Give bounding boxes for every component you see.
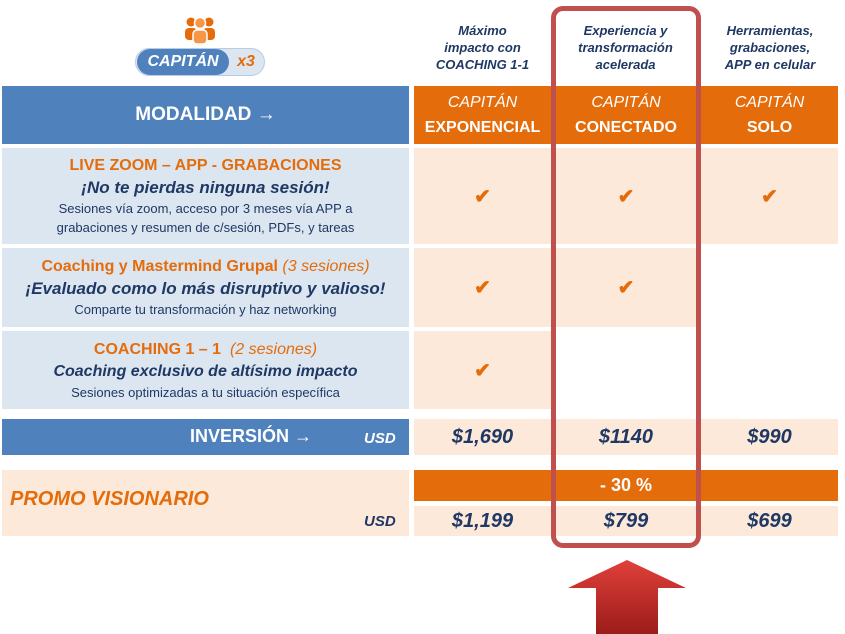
feature-row-coaching-1-1	[2, 331, 409, 409]
group-people-icon	[183, 14, 217, 44]
feature-title: COACHING 1 – 1 (2 sesiones)	[93, 340, 318, 358]
promo-price-exponencial: $1,199	[414, 506, 551, 536]
column-note-solo: Herramientas, grabaciones, APP en celular	[724, 22, 816, 72]
column-note-exponencial: Máximo impacto con COACHING 1-1	[435, 22, 530, 72]
promo-currency: USD	[364, 513, 396, 530]
price-solo: $990	[701, 419, 838, 455]
cell-1-solo	[701, 148, 838, 244]
arrow-up-icon	[566, 558, 688, 634]
feature-title: LIVE ZOOM – APP - GRABACIONES	[69, 157, 342, 174]
check-icon: ✔	[761, 185, 778, 208]
column-header-conectado: CAPITÁN CONECTADO	[556, 86, 696, 144]
check-icon: ✔	[617, 277, 635, 299]
feature-desc: Comparte tu transformación y haz networking	[74, 302, 337, 317]
feature-desc: Sesiones optimizadas a tu situación específica	[71, 384, 340, 400]
column-header-exponencial: CAPITÁN EXPONENCIAL	[414, 86, 551, 144]
logo-name: CAPITÁN	[137, 49, 229, 75]
promo-price-solo: $699	[701, 506, 838, 536]
promo-discount-bar: - 30 %	[414, 470, 838, 501]
feature-title: Coaching y Mastermind Grupal (3 sesiones)	[41, 258, 370, 275]
check-icon: ✔	[617, 185, 635, 208]
feature-desc: grabaciones y resumen de c/sesión, PDFs, y tareas	[56, 220, 355, 235]
check-icon: ✔	[474, 185, 491, 208]
check-icon: ✔	[474, 359, 491, 382]
column-header-solo: CAPITÁN SOLO	[701, 86, 838, 144]
feature-subtitle: ¡No te pierdas ninguna sesión!	[81, 178, 330, 197]
cell-1-exponencial	[414, 148, 551, 244]
promo-label-cell	[2, 470, 409, 536]
price-exponencial: $1,690	[414, 419, 551, 455]
promo-label: PROMO VISIONARIO	[10, 488, 209, 510]
feature-subtitle: Coaching exclusivo de altísimo impacto	[53, 362, 358, 380]
inversion-label: INVERSIÓN →	[190, 426, 313, 446]
feature-subtitle: ¡Evaluado como lo más disruptivo y valioso!	[25, 279, 386, 298]
logo-multiplier: x3	[237, 53, 255, 70]
highlight-frame	[551, 6, 701, 548]
cell-2-exponencial	[414, 248, 551, 327]
arrow-right-icon: →	[294, 426, 313, 446]
feature-row-coaching-grupal	[2, 248, 409, 327]
cell-3-exponencial	[414, 331, 551, 409]
inversion-currency: USD	[364, 430, 396, 447]
arrow-right-icon: →	[256, 104, 276, 125]
logo	[135, 14, 265, 78]
modalidad-header: MODALIDAD →	[2, 86, 409, 144]
feature-row-live-zoom	[2, 148, 409, 244]
inversion-label-cell	[2, 419, 409, 455]
feature-desc: Sesiones vía zoom, acceso por 3 meses vía APP a	[58, 201, 353, 216]
column-note-conectado: Experiencia y transformación acelerada	[578, 22, 673, 72]
price-conectado: $1140	[556, 419, 696, 455]
promo-price-conectado: $799	[556, 506, 696, 536]
check-icon: ✔	[474, 277, 491, 299]
